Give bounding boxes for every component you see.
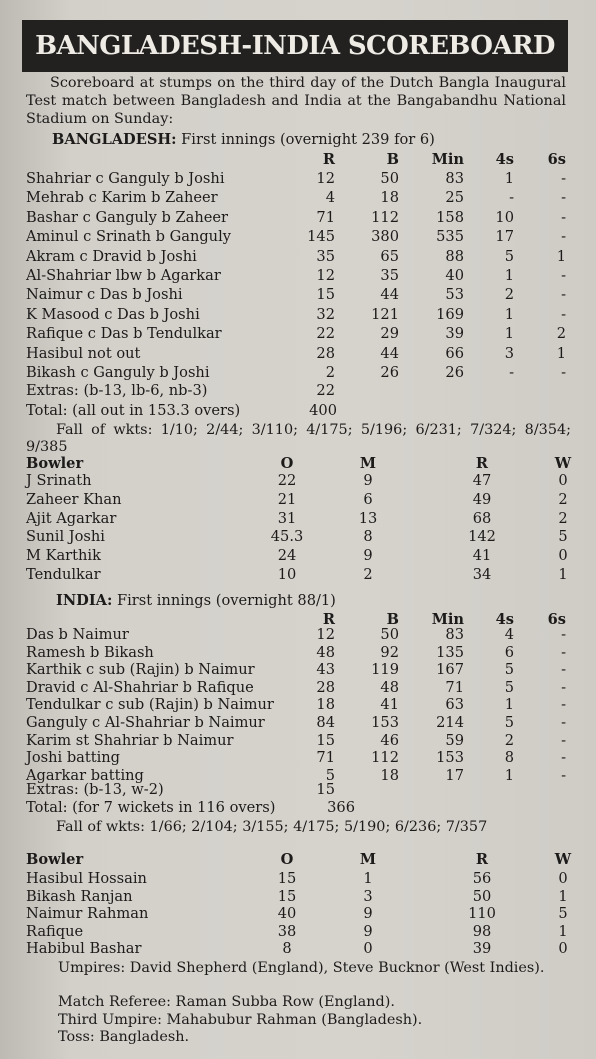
bowler-name: Tendulkar <box>26 566 101 583</box>
batting-r: 18 <box>316 696 335 714</box>
batting-sixes: - <box>561 661 566 679</box>
batting-r: 28 <box>316 678 335 696</box>
batting-min: 66 <box>445 344 464 362</box>
batsman-name: Dravid c Al-Shahriar b Rafique <box>26 678 254 696</box>
batting-sixes: - <box>561 731 566 749</box>
bowling-w: 0 <box>558 547 568 565</box>
bowling-w: 0 <box>558 870 568 887</box>
bangladesh-batting-col-4: 6s <box>547 151 566 168</box>
bowler-name: Zaheer Khan <box>26 490 122 508</box>
batting-b: 26 <box>380 364 399 381</box>
batting-row <box>0 170 596 188</box>
batting-b: 35 <box>380 267 399 284</box>
batting-min: 17 <box>445 766 464 784</box>
batting-r: 12 <box>316 267 335 284</box>
bowling-m: 2 <box>363 566 373 583</box>
batting-b: 50 <box>380 626 399 643</box>
batting-b: 50 <box>380 170 399 187</box>
batting-min: 158 <box>436 208 464 226</box>
bowling-r: 39 <box>472 940 492 958</box>
bowler-name: M Karthik <box>26 547 101 565</box>
batting-min: 59 <box>445 731 464 749</box>
batting-fours: 1 <box>504 305 514 323</box>
intro-text: Scoreboard at stumps on the third day of the Dutch Bangla Inaugural Test match between Bangladesh and India at the Bangabandhu National Stadium on Sunday: <box>26 75 566 127</box>
bowling-w: 0 <box>558 472 568 489</box>
batting-sixes: - <box>561 749 566 767</box>
batting-fours: 8 <box>504 749 514 767</box>
bowling-w: 2 <box>558 490 568 508</box>
batting-fours: 2 <box>504 286 514 304</box>
batting-b: 44 <box>380 286 399 304</box>
bowling-row <box>0 547 596 565</box>
batting-b: 119 <box>371 661 399 679</box>
india-fow-text: Fall of wkts: 1/66; 2/104; 3/155; 4/175; 5/190; 6/236; 7/357 <box>56 819 488 835</box>
bowling-row <box>0 888 596 906</box>
batting-row <box>0 732 596 750</box>
batting-fours: 1 <box>504 170 514 187</box>
bowling-m: 6 <box>363 490 373 508</box>
bowling-row <box>0 905 596 923</box>
bangladesh-bowling-col-1: O <box>280 455 294 472</box>
bangladesh-innings-subtitle: First innings (overnight 239 for 6) <box>176 131 435 148</box>
bowling-o: 10 <box>277 566 297 583</box>
bowling-o: 45.3 <box>270 528 304 546</box>
extras-value: 22 <box>316 382 335 399</box>
batting-min: 53 <box>445 286 464 304</box>
batting-row <box>0 345 596 363</box>
bangladesh-batting-col-1: B <box>386 151 399 168</box>
bangladesh-bowling-header <box>0 455 596 473</box>
bowling-r: 34 <box>472 566 492 583</box>
batting-b: 112 <box>371 749 399 767</box>
batting-row <box>0 286 596 304</box>
bangladesh-batting-col-2: Min <box>431 151 464 168</box>
batting-sixes: - <box>561 189 566 207</box>
batsman-name: K Masood c Das b Joshi <box>26 305 200 323</box>
batting-sixes: - <box>561 626 566 643</box>
batting-b: 380 <box>371 228 399 246</box>
bowling-r: 50 <box>472 887 492 905</box>
bowling-r: 142 <box>468 528 496 546</box>
india-batting-col-4: 6s <box>547 611 566 628</box>
batting-fours: 1 <box>504 325 514 343</box>
batting-r: 15 <box>316 286 335 304</box>
headline: BANGLADESH-INDIA SCOREBOARD <box>22 20 568 72</box>
india-innings-subtitle: First innings (overnight 88/1) <box>112 592 336 609</box>
bowling-r: 110 <box>468 905 496 923</box>
bangladesh-bowling-col-2: M <box>359 455 377 472</box>
bowling-w: 1 <box>558 566 568 583</box>
batting-b: 18 <box>380 189 399 207</box>
batting-fours: 1 <box>504 696 514 714</box>
third-umpire-note: Third Umpire: Mahabubur Rahman (Bangladesh). <box>58 1012 423 1028</box>
batting-row <box>0 626 596 644</box>
bowling-r: 47 <box>472 472 492 489</box>
bowling-m: 9 <box>363 905 373 923</box>
batting-b: 153 <box>371 714 399 731</box>
batsman-name: Tendulkar c sub (Rajin) b Naimur <box>26 696 274 714</box>
bowling-row <box>0 923 596 941</box>
bowler-name: Ajit Agarkar <box>26 509 117 527</box>
bowling-row <box>0 510 596 528</box>
batting-min: 167 <box>436 661 464 679</box>
bowling-w: 5 <box>558 528 568 546</box>
total-label: Total: (all out in 153.3 overs) <box>26 402 241 419</box>
batting-fours: 6 <box>504 643 514 661</box>
batting-row <box>0 661 596 679</box>
batsman-name: Shahriar c Ganguly b Joshi <box>26 170 225 187</box>
batting-sixes: 1 <box>556 247 566 265</box>
batting-row <box>0 679 596 697</box>
bowling-row <box>0 472 596 490</box>
batting-r: 43 <box>316 661 335 679</box>
batting-fours: 1 <box>504 267 514 284</box>
batting-r: 35 <box>316 247 335 265</box>
bowling-w: 0 <box>558 940 568 958</box>
batting-sixes: - <box>561 228 566 246</box>
batting-row <box>0 325 596 343</box>
bowling-w: 2 <box>558 509 568 527</box>
batting-fours: - <box>509 189 514 207</box>
india-batting-col-3: 4s <box>495 611 514 628</box>
batting-fours: 3 <box>504 344 514 362</box>
bowling-r: 98 <box>472 922 492 940</box>
bowling-w: 1 <box>558 887 568 905</box>
bangladesh-batting-col-0: R <box>322 151 335 168</box>
bowling-o: 15 <box>277 887 297 905</box>
bangladesh-total-row <box>0 402 596 420</box>
batting-row <box>0 696 596 714</box>
india-bowling-header <box>0 851 596 869</box>
india-batting-col-2: Min <box>431 611 464 628</box>
batting-r: 145 <box>307 228 335 246</box>
batting-sixes: - <box>561 714 566 731</box>
india-batting-col-0: R <box>322 611 335 628</box>
batsman-name: Rafique c Das b Tendulkar <box>26 325 222 343</box>
batting-b: 46 <box>380 731 399 749</box>
batsman-name: Bikash c Ganguly b Joshi <box>26 364 210 381</box>
bowling-r: 49 <box>472 490 492 508</box>
batting-fours: 4 <box>504 626 514 643</box>
india-bowling-col-4: W <box>554 851 572 868</box>
batting-min: 88 <box>445 247 464 265</box>
batting-r: 12 <box>316 170 335 187</box>
bowling-row <box>0 528 596 546</box>
batting-sixes: - <box>561 305 566 323</box>
bangladesh-bowling-col-4: W <box>554 455 572 472</box>
bowling-o: 15 <box>277 870 297 887</box>
india-bowling-col-3: R <box>475 851 489 868</box>
batting-min: 25 <box>445 189 464 207</box>
batting-fours: 5 <box>504 661 514 679</box>
india-batting-col-1: B <box>386 611 399 628</box>
batsman-name: Akram c Dravid b Joshi <box>26 247 197 265</box>
batsman-name: Naimur c Das b Joshi <box>26 286 183 304</box>
batting-fours: 17 <box>495 228 514 246</box>
batting-row <box>0 644 596 662</box>
bowling-r: 41 <box>472 547 492 565</box>
batting-min: 40 <box>445 267 464 284</box>
india-innings-title <box>56 592 336 609</box>
batting-row <box>0 209 596 227</box>
bowling-r: 68 <box>472 509 492 527</box>
batting-row <box>0 189 596 207</box>
batting-row <box>0 364 596 382</box>
batting-min: 83 <box>445 626 464 643</box>
bowling-o: 24 <box>277 547 297 565</box>
bowler-name: Habibul Bashar <box>26 940 142 958</box>
batting-sixes: - <box>561 170 566 187</box>
total-label: Total: (for 7 wickets in 116 overs) <box>26 799 276 816</box>
batsman-name: Bashar c Ganguly b Zaheer <box>26 208 228 226</box>
batting-fours: 1 <box>504 766 514 784</box>
batting-sixes: - <box>561 766 566 784</box>
bowling-m: 13 <box>358 509 378 527</box>
batting-min: 39 <box>445 325 464 343</box>
batting-sixes: - <box>561 286 566 304</box>
bangladesh-fall-of-wickets <box>26 422 571 456</box>
bowling-m: 3 <box>363 887 373 905</box>
bowling-w: 5 <box>558 905 568 923</box>
total-value: 366 <box>327 799 355 816</box>
batting-r: 48 <box>316 643 335 661</box>
batting-row <box>0 267 596 285</box>
bangladesh-batting-header <box>0 151 596 169</box>
bangladesh-batting-col-3: 4s <box>495 151 514 168</box>
bowling-r: 56 <box>472 870 492 887</box>
bangladesh-bowling-col-3: R <box>475 455 489 472</box>
batting-r: 12 <box>316 626 335 643</box>
bowler-name: Naimur Rahman <box>26 905 149 923</box>
batsman-name: Agarkar batting <box>26 766 144 784</box>
batting-sixes: - <box>561 643 566 661</box>
bowling-o: 21 <box>277 490 297 508</box>
bowling-m: 9 <box>363 547 373 565</box>
batting-b: 121 <box>371 305 399 323</box>
batting-min: 153 <box>436 749 464 767</box>
batsman-name: Al-Shahriar lbw b Agarkar <box>26 267 221 284</box>
batting-b: 44 <box>380 344 399 362</box>
batsman-name: Aminul c Srinath b Ganguly <box>26 228 231 246</box>
bowling-row <box>0 566 596 584</box>
batting-row <box>0 228 596 246</box>
batsman-name: Hasibul not out <box>26 344 141 362</box>
batting-fours: 5 <box>504 247 514 265</box>
india-team-label: INDIA: <box>56 592 113 609</box>
bowling-m: 9 <box>363 472 373 489</box>
total-value: 400 <box>309 402 337 419</box>
batting-min: 71 <box>445 678 464 696</box>
batting-sixes: - <box>561 267 566 284</box>
bowler-name: J Srinath <box>26 472 92 489</box>
batting-r: 71 <box>316 208 335 226</box>
bowling-o: 40 <box>277 905 297 923</box>
batsman-name: Joshi batting <box>26 749 121 767</box>
batsman-name: Das b Naimur <box>26 626 129 643</box>
batting-sixes: - <box>561 696 566 714</box>
bowling-m: 1 <box>363 870 373 887</box>
batting-r: 4 <box>325 189 335 207</box>
batting-b: 18 <box>380 766 399 784</box>
batting-min: 135 <box>436 643 464 661</box>
batting-fours: 2 <box>504 731 514 749</box>
batting-r: 15 <box>316 731 335 749</box>
batting-sixes: 1 <box>556 344 566 362</box>
batting-min: 169 <box>436 305 464 323</box>
bowling-m: 8 <box>363 528 373 546</box>
bowling-m: 0 <box>363 940 373 958</box>
batsman-name: Karim st Shahriar b Naimur <box>26 731 234 749</box>
batsman-name: Ganguly c Al-Shahriar b Naimur <box>26 714 265 731</box>
batting-r: 84 <box>316 714 335 731</box>
india-bowling-col-2: M <box>359 851 377 868</box>
extras-label: Extras: (b-13, w-2) <box>26 781 164 798</box>
bowling-row <box>0 491 596 509</box>
india-bowling-col-1: O <box>280 851 294 868</box>
bangladesh-extras-row <box>0 382 596 400</box>
batting-sixes: - <box>561 678 566 696</box>
umpires-note: Umpires: David Shepherd (England), Steve Bucknor (West Indies). <box>58 960 545 976</box>
batting-fours: 5 <box>504 714 514 731</box>
match-referee-note: Match Referee: Raman Subba Row (England). <box>58 994 395 1010</box>
batting-sixes: - <box>561 208 566 226</box>
bowling-o: 8 <box>282 940 292 958</box>
batting-r: 5 <box>325 766 335 784</box>
batting-b: 29 <box>380 325 399 343</box>
batting-b: 112 <box>371 208 399 226</box>
batting-sixes: - <box>561 364 566 381</box>
batsman-name: Ramesh b Bikash <box>26 643 154 661</box>
batting-min: 26 <box>445 364 464 381</box>
batting-row <box>0 306 596 324</box>
batting-min: 214 <box>436 714 464 731</box>
batting-min: 535 <box>436 228 464 246</box>
bowling-row <box>0 940 596 958</box>
batting-fours: - <box>509 364 514 381</box>
batting-r: 71 <box>316 749 335 767</box>
bowling-m: 9 <box>363 922 373 940</box>
batting-b: 92 <box>380 643 399 661</box>
bowling-o: 31 <box>277 509 297 527</box>
batting-r: 22 <box>316 325 335 343</box>
india-total-row <box>0 799 596 817</box>
batting-row <box>0 749 596 767</box>
batting-r: 32 <box>316 305 335 323</box>
batting-row <box>0 248 596 266</box>
batsman-name: Karthik c sub (Rajin) b Naimur <box>26 661 255 679</box>
bangladesh-fow-text: Fall of wkts: 1/10; 2/44; 3/110; 4/175; 5/196; 6/231; 7/324; 8/354; 9/385 <box>26 422 571 455</box>
bowler-name: Bikash Ranjan <box>26 887 133 905</box>
bowler-col-header: Bowler <box>26 455 84 472</box>
batting-sixes: 2 <box>556 325 566 343</box>
batting-fours: 10 <box>495 208 514 226</box>
bangladesh-innings-title <box>52 131 435 148</box>
batting-r: 28 <box>316 344 335 362</box>
extras-label: Extras: (b-13, lb-6, nb-3) <box>26 382 208 399</box>
batting-row <box>0 714 596 732</box>
batting-min: 63 <box>445 696 464 714</box>
bowler-name: Rafique <box>26 922 84 940</box>
bowler-name: Hasibul Hossain <box>26 870 147 887</box>
batting-fours: 5 <box>504 678 514 696</box>
toss-note: Toss: Bangladesh. <box>58 1029 190 1045</box>
india-fall-of-wickets <box>26 819 571 836</box>
bowling-w: 1 <box>558 922 568 940</box>
intro-paragraph <box>26 74 566 128</box>
bowling-o: 38 <box>277 922 297 940</box>
batting-b: 41 <box>380 696 399 714</box>
batting-b: 48 <box>380 678 399 696</box>
india-extras-row <box>0 781 596 799</box>
extras-value: 15 <box>316 781 335 798</box>
bowler-name: Sunil Joshi <box>26 528 105 546</box>
batting-r: 2 <box>325 364 335 381</box>
batsman-name: Mehrab c Karim b Zaheer <box>26 189 218 207</box>
batting-min: 83 <box>445 170 464 187</box>
bowling-row <box>0 870 596 888</box>
bowling-o: 22 <box>277 472 297 489</box>
bangladesh-team-label: BANGLADESH: <box>52 131 177 148</box>
batting-b: 65 <box>380 247 399 265</box>
bowler-col-header: Bowler <box>26 851 84 868</box>
